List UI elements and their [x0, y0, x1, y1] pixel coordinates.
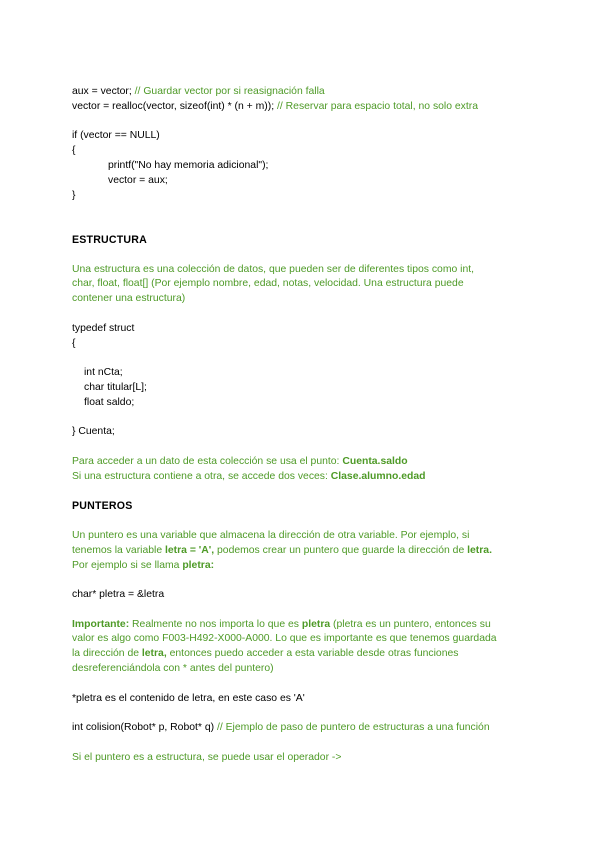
bold-label: Importante:	[72, 618, 130, 630]
code-line-open-brace: {	[72, 145, 76, 157]
document-page	[72, 85, 542, 766]
bold-text: pletra	[301, 618, 331, 630]
text: tenemos la variable	[72, 544, 165, 556]
code-text: vector = realloc(vector, sizeof(int) * (n + m));	[72, 100, 277, 112]
code-line-if: if (vector == NULL)	[72, 130, 160, 142]
importante-line2: valor es algo como F003-H492-X000-A000. Lo que es importante es que tenemos guardada	[72, 633, 497, 645]
code-comment: // Guardar vector por si reasignación falla	[134, 86, 325, 97]
code-line-printf: printf("No hay memoria adicional");	[108, 159, 269, 171]
estructura-nested-line	[72, 470, 542, 485]
code-line-field-titular: char titular[L];	[84, 381, 147, 393]
punteros-p1-line1: Un puntero es una variable que almacena la dirección de otra variable. Por ejemplo, si	[72, 529, 470, 541]
code-line-assign: vector = aux;	[108, 174, 168, 186]
estructura-desc-line3: contener una estructura)	[72, 293, 186, 305]
text: Si una estructura contiene a otra, se accede dos veces:	[72, 470, 331, 482]
code-line-close-cuenta: } Cuenta;	[72, 426, 115, 438]
estructura-desc-line1: Una estructura es una colección de datos, que pueden ser de diferentes tipos como int,	[72, 263, 475, 275]
text: Realmente no nos importa lo que es	[129, 618, 302, 630]
code-text: int colision(Robot* p, Robot* q)	[72, 722, 217, 734]
text: entonces puedo acceder a esta variable desde otras funciones	[166, 648, 459, 660]
bold-text: pletra:	[182, 559, 215, 571]
code-comment: // Reservar para espacio total, no solo extra	[277, 100, 478, 112]
code-line-pointer-decl: char* pletra = &letra	[72, 589, 165, 601]
heading-estructura: ESTRUCTURA	[72, 233, 147, 246]
text: podemos crear un puntero que guarde la dirección de	[214, 544, 468, 556]
code-line-open-brace: {	[72, 337, 76, 349]
punteros-p1-line3	[72, 559, 542, 574]
code-line-field-saldo: float saldo;	[84, 396, 135, 408]
bold-text: letra = 'A',	[165, 544, 215, 556]
bold-text: letra,	[141, 648, 167, 660]
importante-line3	[72, 647, 542, 662]
importante-line1	[72, 618, 542, 633]
code-line-colision	[72, 721, 542, 736]
bold-text: Clase.alumno.edad	[330, 470, 426, 482]
text: la dirección de	[72, 648, 142, 660]
bold-text: letra.	[467, 544, 492, 556]
bold-text: Cuenta.saldo	[342, 455, 408, 467]
code-text: aux = vector;	[72, 86, 135, 97]
code-line-close-brace: }	[72, 189, 76, 201]
punteros-p1-line2	[72, 544, 542, 559]
estructura-access-line	[72, 455, 542, 470]
estructura-desc-line2: char, float, float[] (Por ejemplo nombre, edad, notas, velocidad. Una estructura puede	[72, 278, 464, 290]
code-line-field-ncta: int nCta;	[84, 367, 123, 379]
importante-line4: desreferenciándola con * antes del puntero)	[72, 663, 274, 675]
code-line-typedef: typedef struct	[72, 322, 135, 334]
deref-line: *pletra es el contenido de letra, en este caso es 'A'	[72, 692, 305, 704]
operator-line: Si el puntero es a estructura, se puede usar el operador ->	[72, 751, 342, 763]
code-line-realloc	[72, 100, 542, 115]
code-line-aux	[72, 85, 542, 100]
code-comment: // Ejemplo de paso de puntero de estructuras a una función	[216, 722, 490, 734]
heading-punteros: PUNTEROS	[72, 500, 133, 513]
text: (pletra es un puntero, entonces su	[330, 618, 491, 630]
text: Por ejemplo si se llama	[72, 559, 183, 571]
text: Para acceder a un dato de esta colección se usa el punto:	[72, 455, 343, 467]
